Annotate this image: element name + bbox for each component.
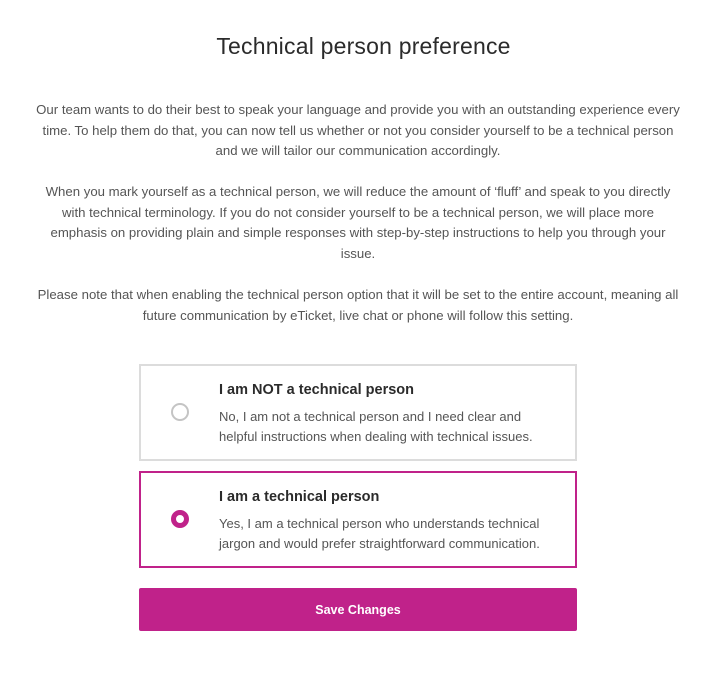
intro-paragraph-2: When you mark yourself as a technical person, we will reduce the amount of ‘fluff’ and speak to you directly with technical terminology. If you do not consider yourself to be a technical person, we will place more emphasis on providing plain and simple responses with step-by-step instructions to help you through your issue. bbox=[45, 184, 671, 261]
option-not-technical-title: I am NOT a technical person bbox=[219, 382, 414, 398]
radio-not-technical[interactable] bbox=[171, 403, 189, 421]
intro-paragraph-1: Our team wants to do their best to speak your language and provide you with an outstanding experience every time. To help them do that, you can now tell us whether or not you consider yourself to be a technical person and we will tailor our communication accordingly. bbox=[36, 102, 680, 158]
option-technical[interactable] bbox=[139, 471, 577, 568]
page-title: Technical person preference bbox=[216, 33, 511, 59]
radio-technical[interactable] bbox=[171, 510, 189, 528]
save-changes-button[interactable]: Save Changes bbox=[139, 588, 577, 631]
option-technical-description: Yes, I am a technical person who understands technical jargon and would prefer straightforward communication. bbox=[219, 516, 540, 551]
option-technical-title: I am a technical person bbox=[219, 489, 380, 505]
option-not-technical[interactable] bbox=[139, 364, 577, 461]
option-not-technical-description: No, I am not a technical person and I need clear and helpful instructions when dealing with technical issues. bbox=[219, 409, 533, 444]
intro-paragraph-3: Please note that when enabling the technical person option that it will be set to the entire account, meaning all future communication by eTicket, live chat or phone will follow this setting. bbox=[37, 287, 679, 323]
